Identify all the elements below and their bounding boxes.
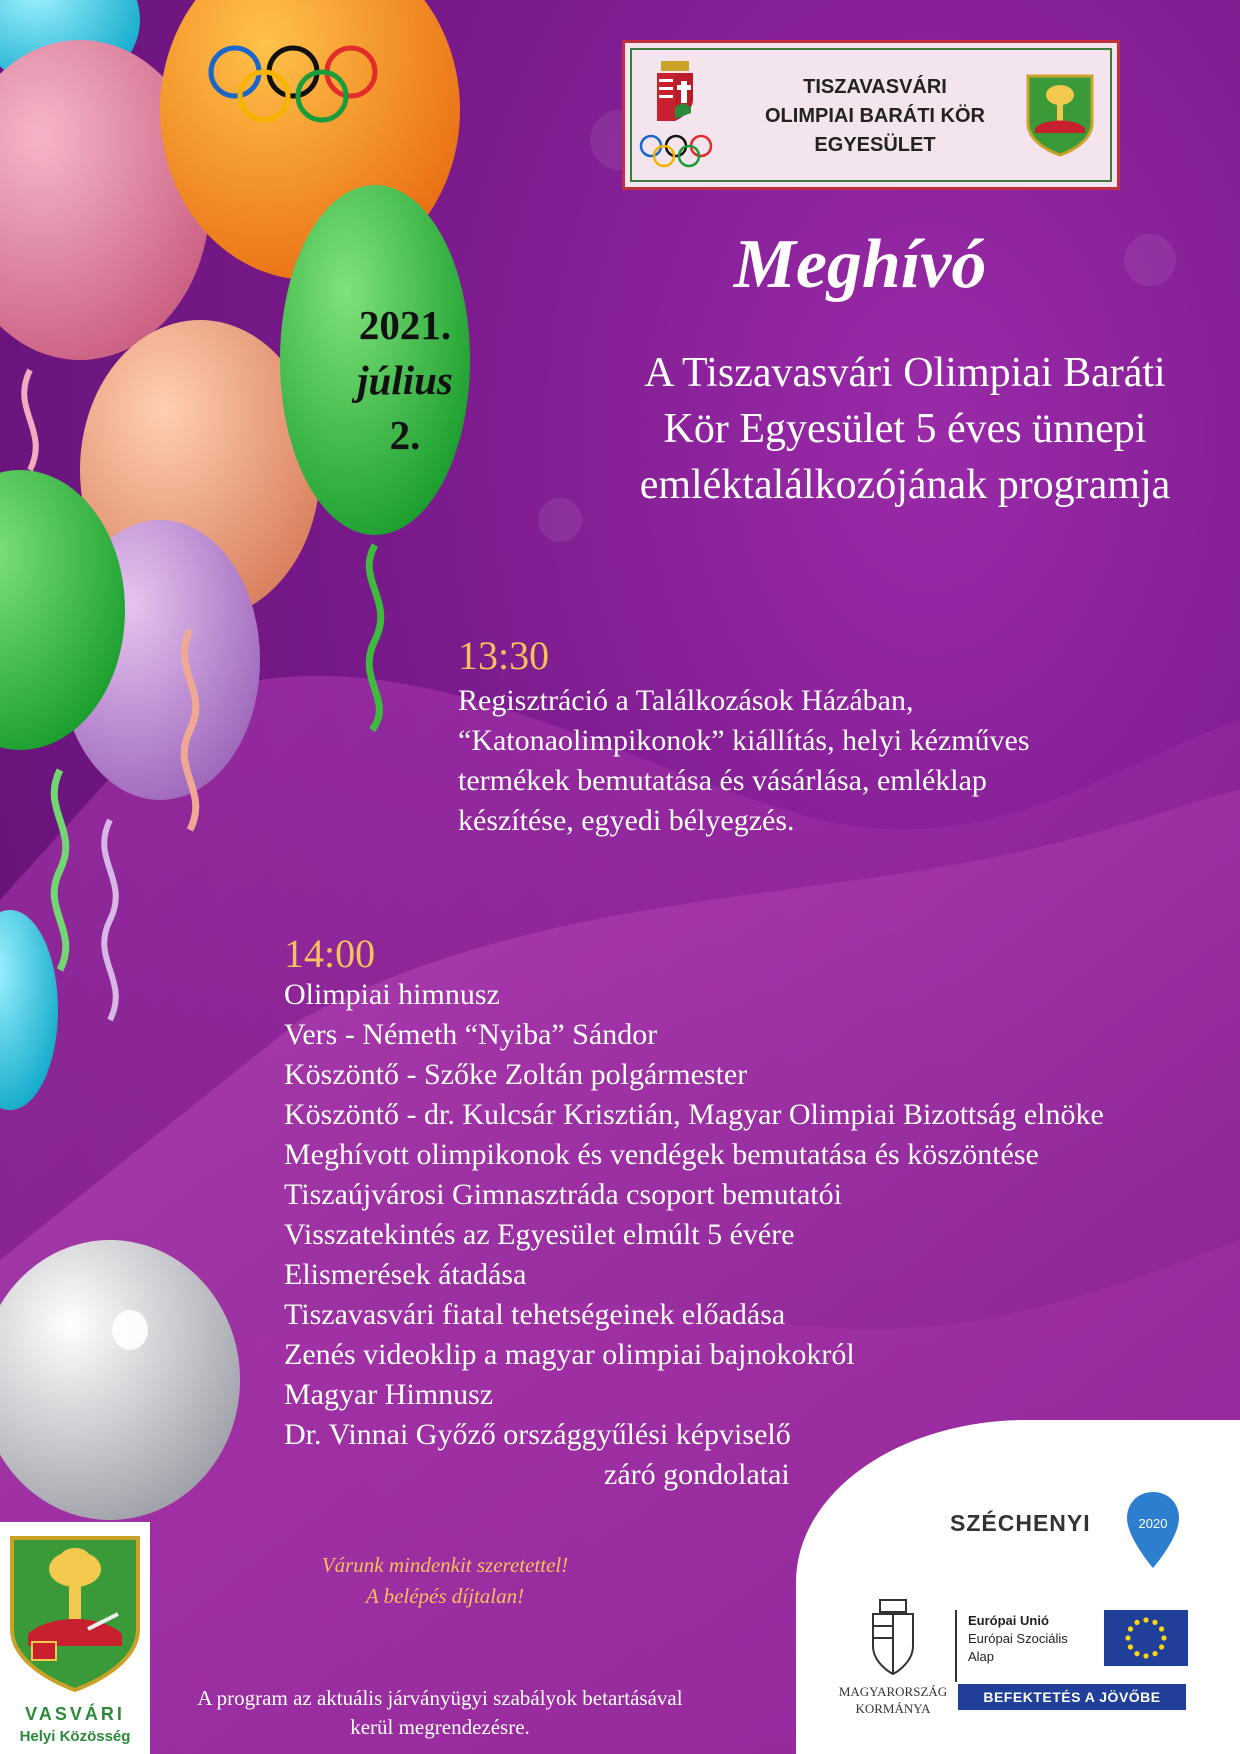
program-item: “Katonaolimpikonok” kiállítás, helyi kézműves — [458, 724, 1030, 757]
program-item: záró gondolatai — [604, 1458, 790, 1491]
program-item: Visszatekintés az Egyesület elmúlt 5 évére — [284, 1218, 795, 1251]
welcome-line-2: A belépés díjtalan! — [365, 1584, 525, 1608]
date-month: július — [357, 357, 453, 403]
hungarian-coat-of-arms-icon — [653, 59, 697, 123]
program-item: Tiszavasvári fiatal tehetségeinek előadása — [284, 1298, 786, 1331]
government-label — [818, 1683, 968, 1717]
program-item: Vers - Németh “Nyiba” Sándor — [284, 1018, 658, 1051]
program-item: Meghívott olimpikonok és vendégek bemutatása és köszöntése — [284, 1138, 1039, 1171]
club-badge — [622, 40, 1120, 190]
badge-line-2: OLIMPIAI BARÁTI KÖR — [765, 105, 985, 127]
city-crest-icon — [8, 1534, 142, 1694]
subtitle-line-3: emléktalálkozójának programja — [639, 462, 1171, 508]
program-item: Köszöntő - dr. Kulcsár Krisztián, Magyar Olimpiai Bizottság elnöke — [284, 1098, 1104, 1131]
program-item: Magyar Himnusz — [284, 1378, 494, 1411]
eu-fund-label — [968, 1612, 1068, 1666]
program-list — [284, 975, 1224, 1495]
olympic-rings-icon — [639, 133, 715, 169]
program-time: 14:00 — [284, 931, 376, 976]
notice-line-2: kerül megrendezésre. — [350, 1715, 530, 1739]
community-logo — [0, 1522, 150, 1754]
program-block-1330 — [458, 632, 1198, 841]
hungarian-coat-of-arms-icon — [868, 1598, 918, 1678]
notice-line-1: A program az aktuális járványügyi szabályok betartásával — [197, 1686, 683, 1710]
program-item: Zenés videoklip a magyar olimpiai bajnokokról — [284, 1338, 855, 1371]
date-year: 2021. — [358, 302, 452, 348]
program-item: Elismerések átadása — [284, 1258, 527, 1291]
badge-line-1: TISZAVASVÁRI — [803, 76, 947, 98]
welcome-line-1: Várunk mindenkit szeretettel! — [321, 1553, 569, 1577]
program-item: Köszöntő - Szőke Zoltán polgármester — [284, 1058, 748, 1091]
olympic-rings-icon — [205, 40, 385, 130]
subtitle-line-1: A Tiszavasvári Olimpiai Baráti — [644, 350, 1166, 396]
city-crest-icon — [1025, 73, 1095, 158]
government-line-1: MAGYARORSZÁG — [838, 1684, 948, 1699]
community-logo-line-1: VASVÁRI — [25, 1704, 125, 1724]
eu-line-2: Európai Szociális — [968, 1631, 1068, 1646]
eu-slogan: BEFEKTETÉS A JÖVŐBE — [958, 1684, 1186, 1710]
community-logo-line-2: Helyi Közösség — [19, 1728, 131, 1745]
eu-line-3: Alap — [968, 1649, 995, 1664]
subtitle-line-2: Kör Egyesület 5 éves ünnepi — [663, 406, 1147, 452]
covid-notice — [150, 1684, 730, 1742]
program-item: Olimpiai himnusz — [284, 978, 500, 1011]
government-line-2: KORMÁNYA — [855, 1701, 931, 1716]
program-block-1400 — [284, 930, 1224, 1495]
program-time: 13:30 — [458, 633, 550, 678]
program-item: termékek bemutatása és vásárlása, emléklap — [458, 764, 987, 797]
event-subtitle — [575, 345, 1235, 513]
program-item: Dr. Vinnai Győző országgyűlési képviselő — [284, 1418, 791, 1451]
divider — [955, 1610, 957, 1682]
welcome-message — [250, 1550, 640, 1612]
szechenyi-label: SZÉCHENYI — [950, 1510, 1091, 1536]
program-item: készítése, egyedi bélyegzés. — [458, 804, 795, 837]
szechenyi-year: 2020 — [1138, 1516, 1168, 1531]
event-date — [330, 298, 480, 463]
invitation-title: Meghívó — [733, 226, 987, 303]
program-item: Tiszaújvárosi Gimnasztráda csoport bemutatói — [284, 1178, 842, 1211]
eu-flag-icon — [1104, 1610, 1188, 1666]
badge-line-3: EGYESÜLET — [814, 134, 936, 156]
eu-line-1: Európai Unió — [968, 1613, 1049, 1628]
program-list — [458, 681, 1198, 841]
date-day: 2. — [389, 412, 421, 458]
program-item: Regisztráció a Találkozások Házában, — [458, 684, 914, 717]
